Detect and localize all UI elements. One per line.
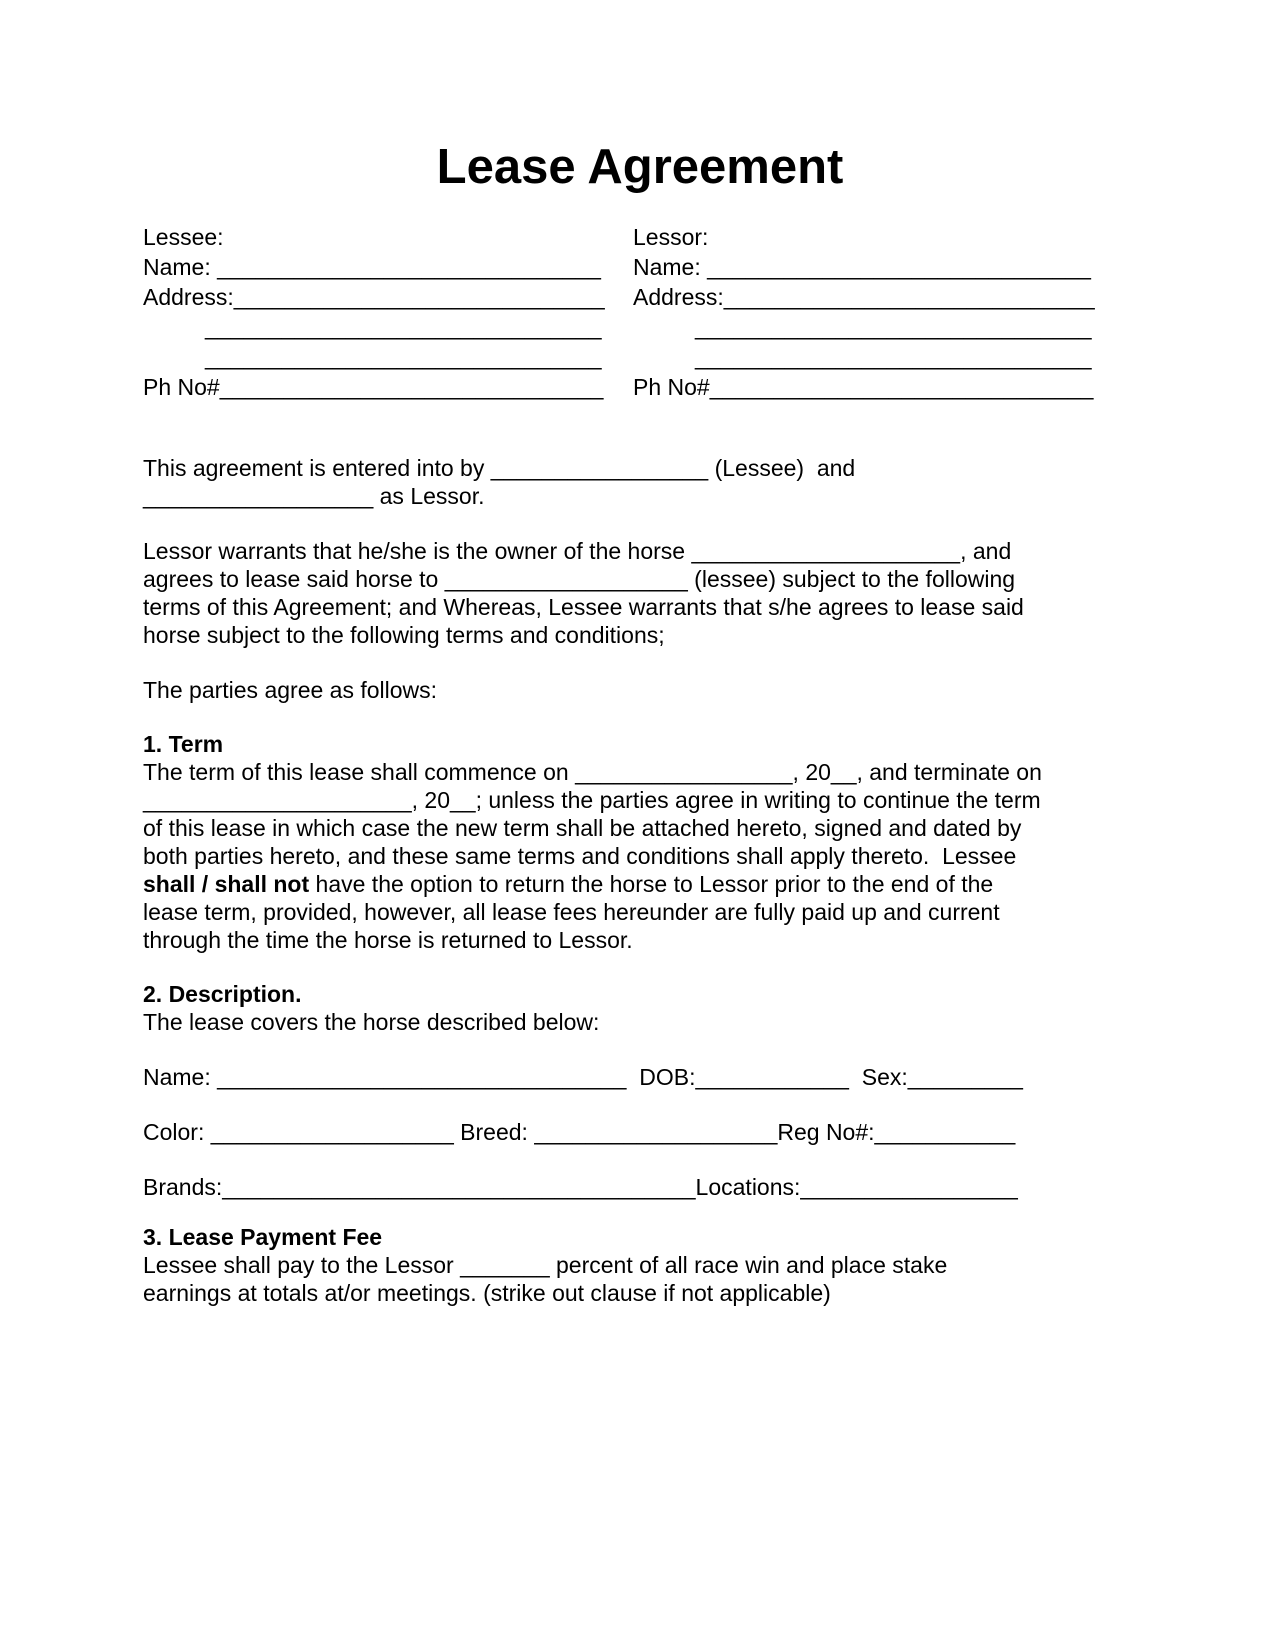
term-line-2: _____________________, 20__; unless the parties agree in writing to continue the term: [143, 787, 1041, 813]
horse-brands-locations-row: Brands:_____________________________________Locations:_________________: [143, 1174, 1018, 1200]
warranty-line-3: terms of this Agreement; and Whereas, Lessee warrants that s/he agrees to lease said: [143, 594, 1024, 620]
description-heading: 2. Description.: [143, 981, 302, 1007]
term-line-7: through the time the horse is returned to Lessor.: [143, 927, 633, 953]
section-payment: [143, 1223, 1167, 1307]
lessor-address-field: Address:_____________________________: [633, 284, 1095, 310]
lessee-name-field: Name: ______________________________: [143, 254, 601, 280]
term-line-6: lease term, provided, however, all lease fees hereunder are fully paid up and current: [143, 899, 1000, 925]
term-line-3: of this lease in which case the new term shall be attached hereto, signed and dated by: [143, 815, 1022, 841]
warranty-line-1: Lessor warrants that he/she is the owner of the horse _____________________, and: [143, 538, 1012, 564]
lessee-column: [143, 222, 633, 402]
lessor-name-field: Name: ______________________________: [633, 254, 1091, 280]
intro-line-1: This agreement is entered into by _________________ (Lessee) and: [143, 455, 856, 481]
warranty-paragraph: [143, 537, 1167, 649]
payment-heading: 3. Lease Payment Fee: [143, 1224, 383, 1250]
horse-name-dob-sex-row: Name: ________________________________ DOB:____________ Sex:_________: [143, 1064, 1023, 1090]
lessor-role-label: Lessor:: [633, 224, 709, 250]
payment-line-2: earnings at totals at/or meetings. (strike out clause if not applicable): [143, 1280, 831, 1306]
term-line-4: both parties hereto, and these same terms and conditions shall apply thereto. Lessee: [143, 843, 1017, 869]
section-description: [143, 980, 1167, 1201]
lessor-column: [633, 222, 1123, 402]
intro-line-2: __________________ as Lessor.: [143, 483, 485, 509]
lessee-address-field: Address:_____________________________: [143, 284, 605, 310]
section-term: [143, 730, 1167, 954]
warranty-line-4: horse subject to the following terms and conditions;: [143, 622, 665, 648]
lessor-address-line2: _______________________________: [695, 314, 1092, 340]
lessee-address-line2: _______________________________: [205, 314, 602, 340]
term-line-1: The term of this lease shall commence on _________________, 20__, and terminate on: [143, 759, 1042, 785]
lessee-address-line3: _______________________________: [205, 344, 602, 370]
lessee-phone-field: Ph No#______________________________: [143, 374, 604, 400]
payment-line-1: Lessee shall pay to the Lessor _______ percent of all race win and place stake: [143, 1252, 948, 1278]
agreement-intro-line: The parties agree as follows:: [143, 677, 438, 703]
term-line-5: [143, 870, 1167, 898]
lessee-role-label: Lessee:: [143, 224, 224, 250]
lessor-phone-field: Ph No#______________________________: [633, 374, 1094, 400]
parties-block: [143, 222, 1167, 402]
term-shall-option: shall / shall not: [143, 871, 310, 897]
description-intro-line: The lease covers the horse described below:: [143, 1009, 600, 1035]
warranty-line-2: agrees to lease said horse to ___________________ (lessee) subject to the following: [143, 566, 1016, 592]
term-heading: 1. Term: [143, 731, 224, 757]
term-line-5-rest: have the option to return the horse to Lessor prior to the end of the: [309, 871, 994, 897]
document-title: Lease Agreement: [436, 140, 844, 194]
horse-color-breed-regno-row: Color: ___________________ Breed: ___________________Reg No#:___________: [143, 1119, 1016, 1145]
intro-paragraph: [143, 454, 1167, 510]
lessor-address-line3: _______________________________: [695, 344, 1092, 370]
